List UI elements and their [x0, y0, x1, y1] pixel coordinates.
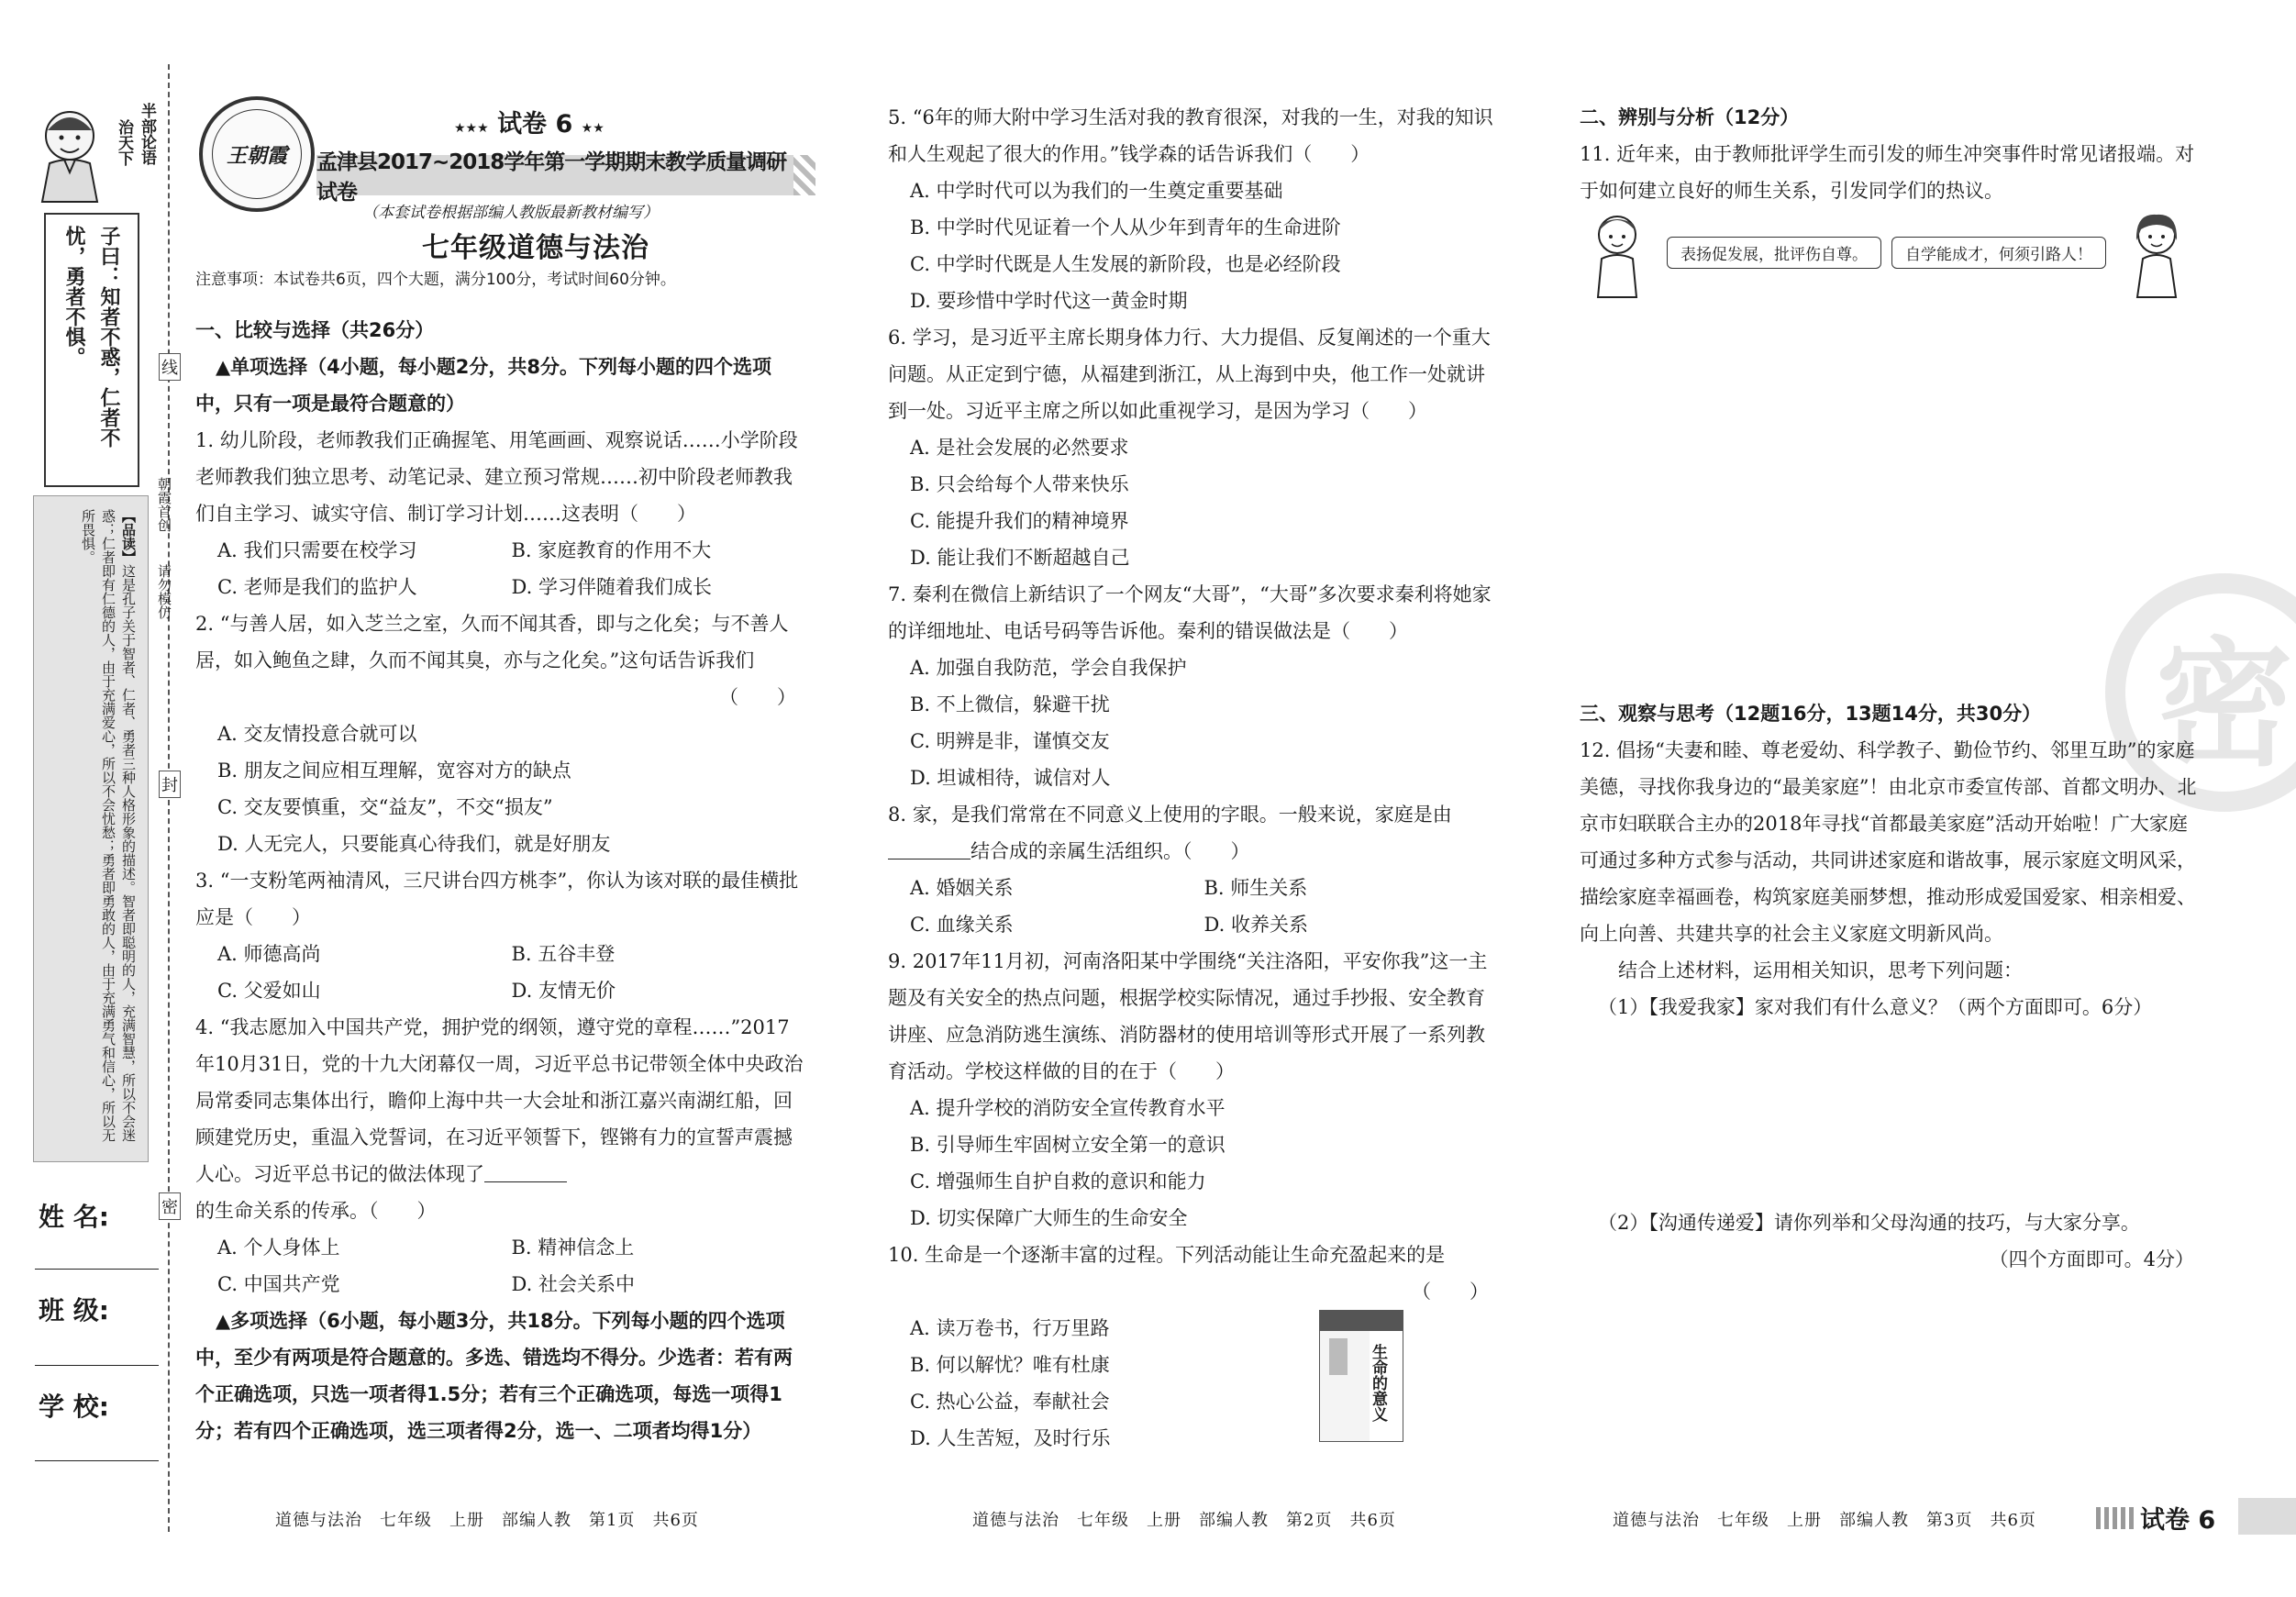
footer-paper-number: 试卷 6: [2140, 1506, 2216, 1535]
q1-option-a[interactable]: A. 我们只需要在校学习: [217, 539, 417, 561]
q6-option-d[interactable]: D. 能让我们不断超越自己: [910, 547, 1130, 569]
q11-illustration: [1580, 209, 2203, 312]
q7-option-c[interactable]: C. 明辨是非，谨慎交友: [910, 730, 1110, 752]
question-8-options: [888, 870, 1498, 906]
brand-note-2: 请勿模仿: [156, 564, 172, 619]
q4-option-b[interactable]: B. 精神信念上: [511, 1237, 635, 1259]
q5-option-b[interactable]: B. 中学时代见证着一个人从少年到青年的生命进阶: [910, 216, 1341, 238]
question-1-options: [195, 532, 805, 569]
fold-line: [168, 64, 170, 1532]
confucius-quote: 子曰：知者不惑，仁者不忧，勇者不惧。: [62, 226, 121, 448]
school-label: 学 校:: [39, 1392, 109, 1422]
star-deco-left: ★★★: [454, 121, 489, 136]
q2-option-b[interactable]: B. 朋友之间应相互理解，宽容对方的缺点: [217, 760, 571, 782]
q6-option-a[interactable]: A. 是社会发展的必然要求: [910, 437, 1129, 459]
paper-number: [454, 104, 605, 139]
question-9: 9. 2017年11月初，河南洛阳某中学围绕“关注洛阳，平安你我”这一主题及有关安全的热点问题，根据学校实际情况，通过手抄报、安全教育讲座、应急消防逃生演练、消防器材的使用培训等形式开展了一系列教育活动。学校这样做的目的在于（ ）: [888, 950, 1488, 1082]
question-12: 12. 倡扬“夫妻和睦、尊老爱幼、科学教子、勤俭节约、邻里互助”的家庭美德，寻找你我身边的“最美家庭”！由北京市委宣传部、首都文明办、北京市妇联联合主办的2018年寻找“首都最美家庭”活动开始啦！广大家庭可通过多种方式参与活动，共同讲述家庭和谐故事，展示家庭文明风采，描绘家庭幸福画卷，构筑家庭美丽梦想，推动形成爱国爱家、相亲相爱、向上向善、共建共享的社会主义家庭文明新风尚。: [1580, 739, 2197, 945]
question-2-paren: （ ）: [719, 686, 796, 708]
q7-option-b[interactable]: B. 不上微信，躲避干扰: [910, 693, 1110, 715]
q1-option-d[interactable]: D. 学习伴随着我们成长: [511, 576, 712, 598]
fold-char-mi: 密: [159, 1192, 181, 1220]
logo-text: 王朝霞: [226, 143, 287, 168]
q10-option-d[interactable]: D. 人生苦短，及时行乐: [910, 1427, 1111, 1449]
question-8-part1: 8. 家，是我们常常在不同意义上使用的字眼。一般来说，家庭是由: [888, 804, 1452, 826]
question-4-options: [195, 1229, 805, 1266]
q5-option-a[interactable]: A. 中学时代可以为我们的一生奠定重要基础: [910, 180, 1283, 202]
fold-char-feng: 封: [159, 771, 181, 798]
question-4: [195, 1009, 805, 1229]
seal-watermark-char: 密: [2155, 624, 2293, 785]
question-8-part2: 结合成的亲属生活组织。（ ）: [971, 840, 1250, 862]
corner-slogan-1: 半部论语: [138, 103, 156, 165]
question-10-paren: （ ）: [1412, 1281, 1489, 1303]
question-4-part2: 的生命关系的传承。（ ）: [195, 1200, 437, 1222]
q1-option-c[interactable]: C. 老师是我们的监护人: [217, 576, 417, 598]
q4-option-d[interactable]: D. 社会关系中: [511, 1273, 635, 1295]
subtitle: （本套试卷根据部编人教版最新教材编写）: [362, 204, 659, 222]
question-6: 6. 学习，是习近平主席长期身体力行、大力提倡、反复阐述的一个重大问题。从正定到宁德，从福建到浙江，从上海到中央，他工作一处就讲到一处。习近平主席之所以如此重视学习，是因为学习（ ）: [888, 327, 1491, 422]
q4-option-a[interactable]: A. 个人身体上: [217, 1237, 340, 1259]
name-field[interactable]: [35, 1269, 159, 1270]
section-3-heading: 三、观察与思考（12题16分，13题14分，共30分）: [1580, 703, 2042, 725]
q2-option-c[interactable]: C. 交友要慎重，交“益友”，不交“损友”: [217, 796, 553, 818]
multi-choice-heading: ▲多项选择（6小题，每小题3分，共18分。下列每小题的四个选项中，至少有两项是符合题意的。多选、错选均不得分。少选者：若有两个正确选项，只选一项者得1.5分；若有三个正确选项，每选一项得1分；若有四个正确选项，选三项者得2分，选一、二项者均得1分）: [195, 1310, 793, 1442]
class-field[interactable]: [35, 1365, 159, 1366]
question-4-options-row2: [195, 1266, 805, 1303]
q4-option-c[interactable]: C. 中国共产党: [217, 1273, 340, 1295]
q6-option-b[interactable]: B. 只会给每个人带来快乐: [910, 473, 1129, 495]
q7-option-d[interactable]: D. 坦诚相待，诚信对人: [910, 767, 1111, 789]
q2-option-a[interactable]: A. 交友情投意合就可以: [217, 723, 417, 745]
book-image: [1319, 1310, 1403, 1442]
class-label: 班 级:: [39, 1295, 109, 1325]
q4-blank[interactable]: [484, 1165, 567, 1182]
question-3-options: [195, 936, 805, 972]
question-1: 1. 幼儿阶段，老师教我们正确握笔、用笔画画、观察说话……小学阶段老师教我们独立思考、动笔记录、建立预习常规……初中阶段老师教我们自主学习、诚实守信、制订学习计划……这表明（ ）: [195, 429, 798, 525]
q9-option-d[interactable]: D. 切实保障广大师生的生命安全: [910, 1207, 1188, 1229]
section-1-heading: 一、比较与选择（共26分）: [195, 319, 435, 341]
q8-option-a[interactable]: A. 婚姻关系: [910, 877, 1014, 899]
question-3-options-row2: [195, 972, 805, 1009]
fold-char-xian: 线: [159, 353, 181, 381]
question-12-1: （1）【我爱我家】家对我们有什么意义？（两个方面即可。6分）: [1598, 996, 2153, 1018]
question-10: 10. 生命是一个逐渐丰富的过程。下列活动能让生命充盈起来的是: [888, 1244, 1446, 1266]
q3-option-d[interactable]: D. 友情无价: [511, 980, 616, 1002]
name-label: 姓 名:: [39, 1202, 109, 1232]
footer-deco: [2096, 1507, 2135, 1529]
question-12-prompt: 结合上述材料，运用相关知识，思考下列问题：: [1618, 959, 2023, 981]
q10-option-b[interactable]: B. 何以解忧？唯有杜康: [910, 1354, 1110, 1376]
q10-option-a[interactable]: A. 读万卷书，行万里路: [910, 1317, 1110, 1339]
footer-grey-bar: [2238, 1498, 2296, 1535]
q3-option-b[interactable]: B. 五谷丰登: [511, 943, 616, 965]
column-3: [1580, 99, 2203, 1425]
q11-answer-space[interactable]: [1580, 312, 2203, 695]
boy-cartoon-icon: [1587, 209, 1647, 301]
book-title: 生命的意义: [1369, 1344, 1387, 1422]
q8-option-c[interactable]: C. 血缘关系: [910, 914, 1014, 936]
question-8: [888, 796, 1498, 870]
paper-number-text: 试卷 6: [497, 110, 573, 139]
brand-note-1: 朝霞首创: [156, 477, 172, 532]
q10-option-c[interactable]: C. 热心公益，奉献社会: [910, 1391, 1110, 1413]
q7-option-a[interactable]: A. 加强自我防范，学会自我保护: [910, 657, 1187, 679]
q9-option-c[interactable]: C. 增强师生自护自救的意识和能力: [910, 1170, 1206, 1192]
exam-title: 孟津县2017~2018学年第一学期期末教学质量调研试卷: [316, 150, 787, 205]
footer-page-1: 道德与法治 七年级 上册 部编人教 第1页 共6页: [275, 1511, 699, 1530]
question-11: 11. 近年来，由于教师批评学生而引发的师生冲突事件时常见诸报端。对于如何建立良好的师生关系，引发同学们的热议。: [1580, 143, 2195, 202]
question-4-part1: 4. “我志愿加入中国共产党，拥护党的纲领，遵守党的章程……”2017年10月31日，党的十九大闭幕仅一周，习近平总书记带领全体中央政治局常委同志集体出行，瞻仰上海中共一大会址和浙江嘉兴南湖红船，回顾建党历史，重温入党誓词，在习近平领誓下，铿锵有力的宣誓声震撼人心。习近平总书记的做法体现了: [195, 1016, 804, 1185]
q1-option-b[interactable]: B. 家庭教育的作用不大: [511, 539, 712, 561]
exam-title-band: [316, 150, 793, 205]
question-3: 3. “一支粉笔两袖清风，三尺讲台四方桃李”，你认为该对联的最佳横批应是（ ）: [195, 870, 799, 928]
notice: 注意事项：本试卷共6页，四个大题，满分100分，考试时间60分钟。: [195, 271, 676, 289]
q5-option-d[interactable]: D. 要珍惜中学时代这一黄金时期: [910, 290, 1188, 312]
quote-box: [44, 213, 139, 487]
speech-bubble-left: 表扬促发展，批评伤自尊。: [1667, 237, 1881, 269]
question-12-2: （2）【沟通传递爱】请你列举和父母沟通的技巧，与大家分享。: [1598, 1212, 2140, 1234]
question-1-options-row2: [195, 569, 805, 605]
header: [188, 78, 821, 298]
logo-badge: [199, 96, 315, 212]
q12-1-answer-space[interactable]: [1580, 1026, 2203, 1204]
q12-2-answer-space[interactable]: [1580, 1278, 2203, 1425]
question-8-options-row2: [888, 906, 1498, 943]
question-12-2-note: （四个方面即可。4分）: [1989, 1248, 2194, 1270]
speech-bubble-right: 自学能成才，何须引路人！: [1891, 237, 2106, 269]
q9-option-b[interactable]: B. 引导师生牢固树立安全第一的意识: [910, 1134, 1226, 1156]
column-1: [195, 312, 805, 1449]
pindu-title: 【品读】: [120, 509, 137, 564]
checker-deco: [793, 155, 815, 195]
q3-option-a[interactable]: A. 师德高尚: [217, 943, 321, 965]
course-title: 七年级道德与法治: [422, 232, 649, 264]
question-7: 7. 秦利在微信上新结识了一个网友“大哥”，“大哥”多次要求秦利将她家的详细地址、电话号码等告诉他。秦利的错误做法是（ ）: [888, 583, 1492, 642]
confucius-cartoon-icon: [33, 99, 106, 205]
school-field[interactable]: [35, 1460, 159, 1461]
pindu-body: 这是孔子关于智者、仁者、勇者三种人格形象的描述。智者即聪明的人，充满智慧，所以不会迷惑；仁者即有仁德的人，由于充满爱心，所以不会忧愁；勇者即勇敢的人，由于充满勇气和信心，所以无所畏惧。: [80, 509, 137, 1142]
star-deco-right: ★★: [581, 121, 605, 136]
question-5: 5. “6年的师大附中学习生活对我的教育很深，对我的一生，对我的知识和人生观起了很大的作用。”钱学森的话告诉我们（ ）: [888, 106, 1493, 165]
q8-option-b[interactable]: B. 师生关系: [1203, 877, 1308, 899]
q8-option-d[interactable]: D. 收养关系: [1203, 914, 1308, 936]
question-2: 2. “与善人居，如入芝兰之室，久而不闻其香，即与之化矣；与不善人居，如入鲍鱼之肆，久而不闻其臭，亦与之化矣。”这句话告诉我们: [195, 613, 789, 671]
section-2-heading: 二、辨别与分析（12分）: [1580, 106, 1800, 128]
corner-slogan-2: 治天下: [115, 119, 133, 166]
pindu-text: [78, 509, 139, 1151]
q9-option-a[interactable]: A. 提升学校的消防安全宣传教育水平: [910, 1097, 1226, 1119]
girl-cartoon-icon: [2126, 209, 2187, 301]
column-2: [888, 99, 1498, 1475]
q6-option-c[interactable]: C. 能提升我们的精神境界: [910, 510, 1129, 532]
footer-page-2: 道德与法治 七年级 上册 部编人教 第2页 共6页: [972, 1511, 1396, 1530]
sidebar: [0, 0, 183, 1597]
single-choice-heading: ▲单项选择（4小题，每小题2分，共8分。下列每小题的四个选项中，只有一项是最符合题意的）: [195, 356, 771, 415]
q2-option-d[interactable]: D. 人无完人，只要能真心待我们，就是好朋友: [217, 833, 611, 855]
question-10-options-area: [888, 1310, 1498, 1475]
pindu-box: [33, 495, 149, 1162]
q5-option-c[interactable]: C. 中学时代既是人生发展的新阶段，也是必经阶段: [910, 253, 1341, 275]
q3-option-c[interactable]: C. 父爱如山: [217, 980, 321, 1002]
q8-blank[interactable]: [888, 842, 971, 859]
footer-page-3: 道德与法治 七年级 上册 部编人教 第3页 共6页: [1613, 1511, 2036, 1530]
